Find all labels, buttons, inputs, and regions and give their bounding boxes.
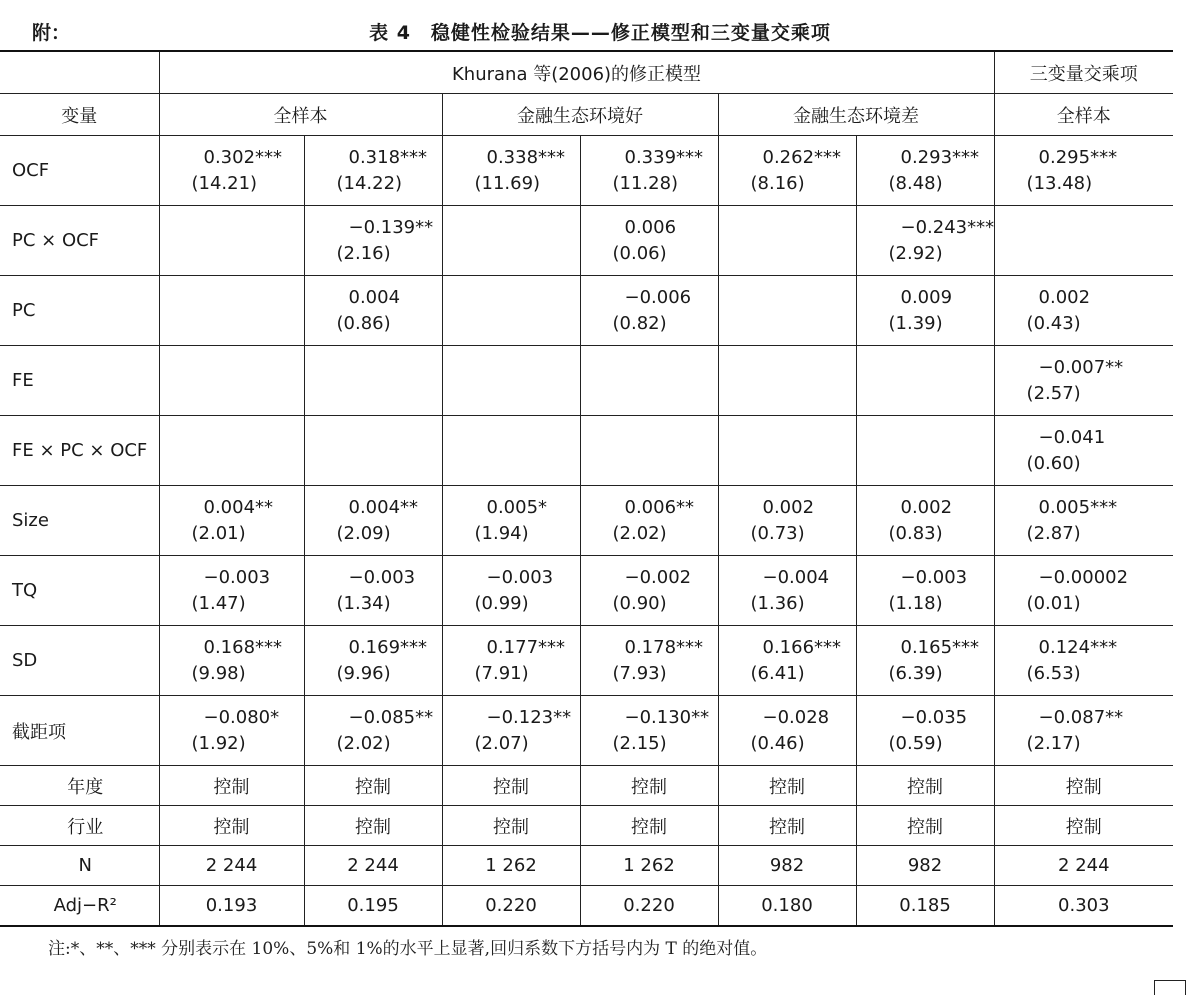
table-cell: 0.180 xyxy=(718,886,856,927)
table-cell xyxy=(580,416,718,486)
table-cell xyxy=(304,276,442,346)
table-cell xyxy=(159,416,304,486)
coefficient: −0.004 xyxy=(762,566,830,588)
table-row xyxy=(0,696,1173,766)
table-cell xyxy=(304,346,442,416)
t-value: (0.90) xyxy=(612,592,667,614)
t-value: (1.92) xyxy=(191,732,246,754)
results-table xyxy=(0,50,1173,927)
table-cell xyxy=(856,486,994,556)
table-cell xyxy=(304,206,442,276)
table-cell: 控制 xyxy=(718,766,856,806)
table-cell xyxy=(159,206,304,276)
table-cell xyxy=(304,486,442,556)
row-label: 年度 xyxy=(0,766,159,806)
table-cell: 控制 xyxy=(159,806,304,846)
table-cell xyxy=(994,416,1173,486)
table-row xyxy=(0,416,1173,486)
table-cell: 控制 xyxy=(304,766,442,806)
table-cell xyxy=(994,276,1173,346)
coefficient: 0.339*** xyxy=(624,146,704,168)
table-cell: 控制 xyxy=(994,766,1173,806)
row-label: SD xyxy=(0,626,159,696)
table-cell xyxy=(856,556,994,626)
t-value: (0.82) xyxy=(612,312,667,334)
table-cell xyxy=(442,346,580,416)
coefficient: 0.302*** xyxy=(203,146,283,168)
coefficient: −0.123** xyxy=(486,706,572,728)
coefficient: −0.085** xyxy=(348,706,434,728)
row-label: PC × OCF xyxy=(0,206,159,276)
coefficient: 0.002 xyxy=(762,496,815,518)
header-full-sample-triple: 全样本 xyxy=(994,94,1173,136)
header-full-sample: 全样本 xyxy=(159,94,442,136)
coefficient: 0.262*** xyxy=(762,146,842,168)
coefficient: 0.178*** xyxy=(624,636,704,658)
table-cell xyxy=(718,486,856,556)
table-cell xyxy=(304,136,442,206)
t-value: (13.48) xyxy=(1026,172,1093,194)
table-cell xyxy=(856,416,994,486)
table-cell xyxy=(856,626,994,696)
table-cell: 2 244 xyxy=(159,846,304,886)
t-value: (14.22) xyxy=(336,172,403,194)
t-value: (0.73) xyxy=(750,522,805,544)
t-value: (7.91) xyxy=(474,662,529,684)
coefficient: 0.169*** xyxy=(348,636,428,658)
table-row xyxy=(0,886,1173,927)
table-cell xyxy=(856,696,994,766)
t-value: (0.43) xyxy=(1026,312,1081,334)
coefficient: −0.002 xyxy=(624,566,692,588)
table-cell xyxy=(580,276,718,346)
table-cell: 0.185 xyxy=(856,886,994,927)
coefficient: −0.006 xyxy=(624,286,692,308)
coefficient: −0.003 xyxy=(486,566,554,588)
t-value: (6.41) xyxy=(750,662,805,684)
table-cell xyxy=(304,696,442,766)
coefficient: −0.003 xyxy=(900,566,968,588)
coefficient: −0.003 xyxy=(348,566,416,588)
table-body xyxy=(0,136,1173,927)
table-cell xyxy=(856,346,994,416)
coefficient: 0.004** xyxy=(203,496,274,518)
table-cell: 2 244 xyxy=(994,846,1173,886)
coefficient: −0.007** xyxy=(1038,356,1124,378)
t-value: (0.06) xyxy=(612,242,667,264)
table-cell xyxy=(718,136,856,206)
table-cell: 控制 xyxy=(994,806,1173,846)
coefficient: 0.005* xyxy=(486,496,548,518)
coefficient: 0.166*** xyxy=(762,636,842,658)
header-good-env: 金融生态环境好 xyxy=(442,94,718,136)
row-label: Size xyxy=(0,486,159,556)
table-cell xyxy=(442,486,580,556)
table-title: 表 4 稳健性检验结果——修正模型和三变量交乘项 xyxy=(369,22,831,44)
page-corner-box xyxy=(1154,980,1186,995)
table-caption xyxy=(0,14,1200,46)
row-label: TQ xyxy=(0,556,159,626)
coefficient: 0.002 xyxy=(900,496,953,518)
table-row xyxy=(0,346,1173,416)
table-cell xyxy=(304,416,442,486)
header-bad-env: 金融生态环境差 xyxy=(718,94,994,136)
table-cell xyxy=(442,696,580,766)
coefficient: 0.009 xyxy=(900,286,953,308)
table-cell xyxy=(580,486,718,556)
row-label: OCF xyxy=(0,136,159,206)
coefficient: 0.004** xyxy=(348,496,419,518)
coefficient: 0.168*** xyxy=(203,636,283,658)
table-cell xyxy=(159,276,304,346)
table-cell xyxy=(159,486,304,556)
header-blank xyxy=(0,51,159,94)
row-label: 行业 xyxy=(0,806,159,846)
table-cell xyxy=(442,556,580,626)
t-value: (2.16) xyxy=(336,242,391,264)
table-cell: 控制 xyxy=(856,766,994,806)
table-cell: 控制 xyxy=(580,806,718,846)
table-cell xyxy=(994,346,1173,416)
table-cell xyxy=(718,556,856,626)
coefficient: 0.295*** xyxy=(1038,146,1118,168)
table-cell xyxy=(718,206,856,276)
coefficient: 0.002 xyxy=(1038,286,1091,308)
table-row xyxy=(0,136,1173,206)
t-value: (6.53) xyxy=(1026,662,1081,684)
table-cell xyxy=(159,696,304,766)
table-cell: 控制 xyxy=(442,766,580,806)
table-cell: 控制 xyxy=(580,766,718,806)
table-cell: 982 xyxy=(856,846,994,886)
t-value: (0.60) xyxy=(1026,452,1081,474)
t-value: (2.02) xyxy=(612,522,667,544)
table-cell xyxy=(718,626,856,696)
table-cell xyxy=(994,626,1173,696)
t-value: (1.34) xyxy=(336,592,391,614)
table-cell: 1 262 xyxy=(580,846,718,886)
t-value: (8.48) xyxy=(888,172,943,194)
coefficient: −0.087** xyxy=(1038,706,1124,728)
table-cell xyxy=(442,206,580,276)
table-cell: 0.220 xyxy=(442,886,580,927)
t-value: (0.01) xyxy=(1026,592,1081,614)
coefficient: 0.177*** xyxy=(486,636,566,658)
t-value: (6.39) xyxy=(888,662,943,684)
row-label: N xyxy=(0,846,159,886)
t-value: (0.59) xyxy=(888,732,943,754)
coefficient: −0.028 xyxy=(762,706,830,728)
table-cell xyxy=(442,416,580,486)
table-cell xyxy=(580,136,718,206)
table-cell xyxy=(442,626,580,696)
table-cell xyxy=(580,346,718,416)
table-cell: 控制 xyxy=(304,806,442,846)
table-cell: 0.303 xyxy=(994,886,1173,927)
coefficient: −0.130** xyxy=(624,706,710,728)
table-cell xyxy=(856,206,994,276)
t-value: (2.15) xyxy=(612,732,667,754)
row-label: FE × PC × OCF xyxy=(0,416,159,486)
row-label: 截距项 xyxy=(0,696,159,766)
table-cell xyxy=(994,486,1173,556)
table-cell xyxy=(718,346,856,416)
coefficient: 0.006** xyxy=(624,496,695,518)
t-value: (1.36) xyxy=(750,592,805,614)
table-cell: 控制 xyxy=(856,806,994,846)
header-khurana-model: Khurana 等(2006)的修正模型 xyxy=(159,51,994,94)
table-cell: 0.220 xyxy=(580,886,718,927)
t-value: (0.83) xyxy=(888,522,943,544)
t-value: (1.47) xyxy=(191,592,246,614)
coefficient: −0.139** xyxy=(348,216,434,238)
table-cell xyxy=(580,696,718,766)
table-row xyxy=(0,486,1173,556)
t-value: (11.28) xyxy=(612,172,679,194)
t-value: (2.92) xyxy=(888,242,943,264)
table-cell xyxy=(580,626,718,696)
coefficient: 0.165*** xyxy=(900,636,980,658)
t-value: (1.18) xyxy=(888,592,943,614)
header-triple-interaction: 三变量交乘项 xyxy=(994,51,1173,94)
table-row xyxy=(0,206,1173,276)
table-cell xyxy=(994,206,1173,276)
coefficient: −0.041 xyxy=(1038,426,1106,448)
t-value: (1.39) xyxy=(888,312,943,334)
table-cell xyxy=(159,136,304,206)
table-cell: 1 262 xyxy=(442,846,580,886)
coefficient: −0.003 xyxy=(203,566,271,588)
t-value: (0.99) xyxy=(474,592,529,614)
table-row xyxy=(0,276,1173,346)
t-value: (11.69) xyxy=(474,172,541,194)
appendix-label: 附： xyxy=(32,22,71,44)
table-cell xyxy=(580,206,718,276)
table-cell xyxy=(159,556,304,626)
coefficient: −0.00002 xyxy=(1038,566,1129,588)
t-value: (0.86) xyxy=(336,312,391,334)
table-cell: 0.193 xyxy=(159,886,304,927)
table-cell xyxy=(304,556,442,626)
table-cell xyxy=(994,556,1173,626)
header-variable: 变量 xyxy=(0,94,159,136)
coefficient: 0.005*** xyxy=(1038,496,1118,518)
t-value: (2.01) xyxy=(191,522,246,544)
table-cell xyxy=(580,556,718,626)
t-value: (2.87) xyxy=(1026,522,1081,544)
table-cell: 控制 xyxy=(442,806,580,846)
t-value: (9.96) xyxy=(336,662,391,684)
t-value: (8.16) xyxy=(750,172,805,194)
table-row xyxy=(0,806,1173,846)
table-note: 注:*、**、*** 分别表示在 10%、5%和 1%的水平上显著,回归系数下方括号内为 T 的绝对值。 xyxy=(48,939,768,959)
t-value: (2.09) xyxy=(336,522,391,544)
table-cell xyxy=(856,136,994,206)
table-cell xyxy=(159,346,304,416)
t-value: (2.17) xyxy=(1026,732,1081,754)
table-cell: 982 xyxy=(718,846,856,886)
table-cell xyxy=(718,416,856,486)
coefficient: 0.318*** xyxy=(348,146,428,168)
coefficient: 0.004 xyxy=(348,286,401,308)
t-value: (0.46) xyxy=(750,732,805,754)
coefficient: 0.124*** xyxy=(1038,636,1118,658)
table-cell: 控制 xyxy=(718,806,856,846)
coefficient: 0.006 xyxy=(624,216,677,238)
coefficient: 0.338*** xyxy=(486,146,566,168)
table-cell xyxy=(718,276,856,346)
table-row xyxy=(0,766,1173,806)
table-row xyxy=(0,556,1173,626)
t-value: (14.21) xyxy=(191,172,258,194)
table-cell: 2 244 xyxy=(304,846,442,886)
coefficient: −0.080* xyxy=(203,706,280,728)
table-cell xyxy=(718,696,856,766)
table-cell xyxy=(304,626,442,696)
table-cell: 0.195 xyxy=(304,886,442,927)
row-label: Adj−R² xyxy=(0,886,159,927)
t-value: (9.98) xyxy=(191,662,246,684)
row-label: FE xyxy=(0,346,159,416)
t-value: (1.94) xyxy=(474,522,529,544)
table-cell xyxy=(442,276,580,346)
coefficient: 0.293*** xyxy=(900,146,980,168)
coefficient: −0.243*** xyxy=(900,216,995,238)
table-cell xyxy=(442,136,580,206)
table-cell xyxy=(856,276,994,346)
t-value: (2.57) xyxy=(1026,382,1081,404)
row-label: PC xyxy=(0,276,159,346)
table-row xyxy=(0,846,1173,886)
table-cell xyxy=(159,626,304,696)
t-value: (2.07) xyxy=(474,732,529,754)
t-value: (2.02) xyxy=(336,732,391,754)
table-row xyxy=(0,626,1173,696)
t-value: (7.93) xyxy=(612,662,667,684)
table-cell xyxy=(994,136,1173,206)
coefficient: −0.035 xyxy=(900,706,968,728)
table-cell: 控制 xyxy=(159,766,304,806)
table-cell xyxy=(994,696,1173,766)
